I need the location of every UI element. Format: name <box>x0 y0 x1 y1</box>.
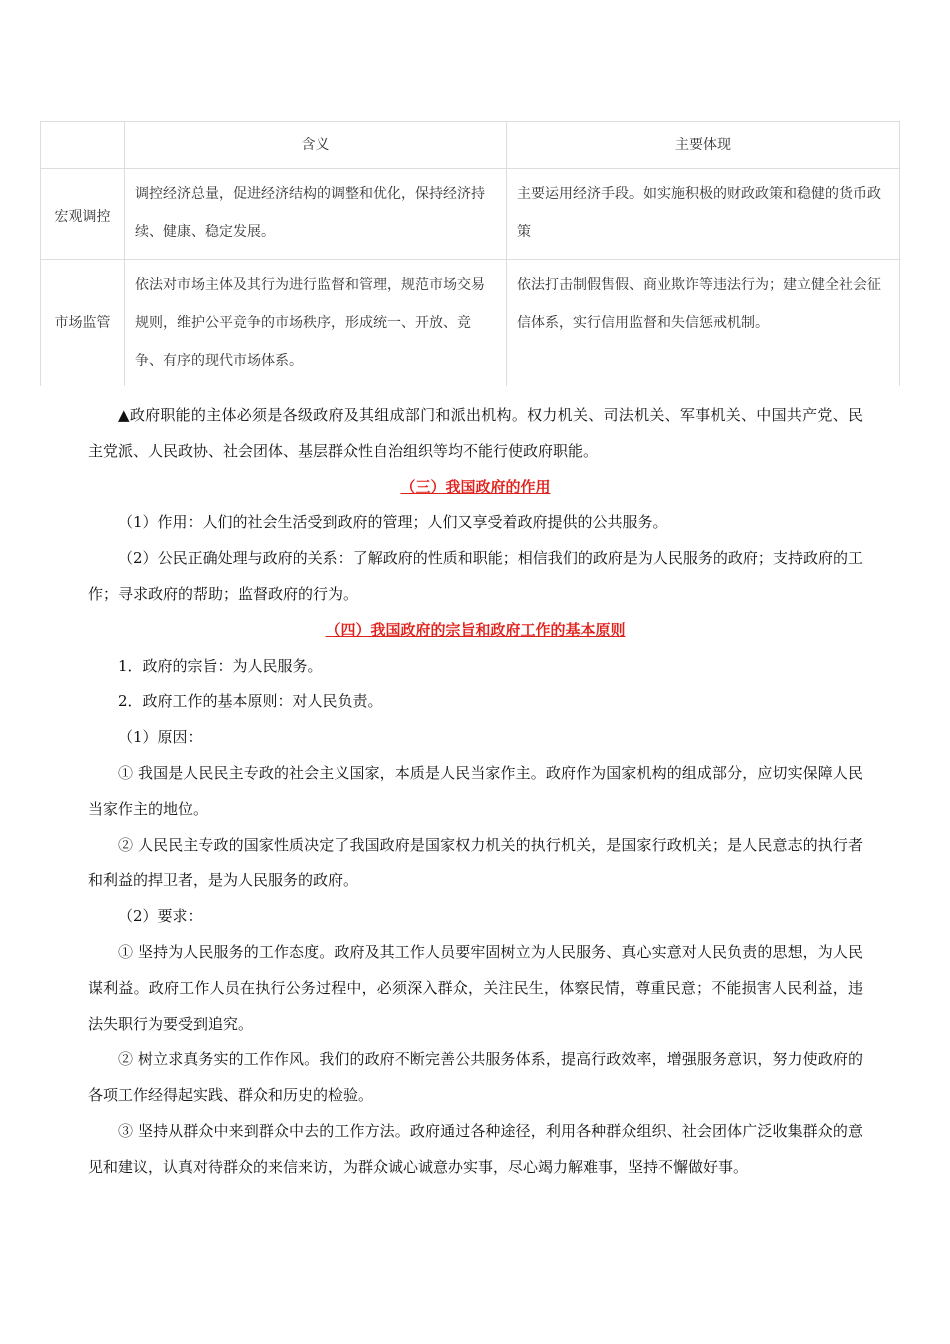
requirement-title: （2）要求： <box>118 907 203 926</box>
table-header-empty <box>41 122 125 169</box>
row-label: 宏观调控 <box>41 169 125 260</box>
paragraph-role-2: （2）公民正确处理与政府的关系：了解政府的性质和职能；相信我们的政府是为人民服务的政府；支持政府的工作；寻求政府的帮助；监督政府的行为。 <box>88 549 863 603</box>
paragraph-purpose: 1．政府的宗旨：为人民服务。 <box>118 656 323 675</box>
cell-manifestation: 依法打击制假售假、商业欺诈等违法行为；建立健全社会征信体系，实行信用监督和失信惩戒机制。 <box>507 260 900 387</box>
table-header-row <box>41 122 900 169</box>
reason-title: （1）原因： <box>118 728 203 747</box>
functions-table <box>40 121 900 386</box>
table-row <box>41 260 900 387</box>
cell-manifestation: 主要运用经济手段。如实施积极的财政政策和稳健的货币政策 <box>507 169 900 260</box>
reason-item-2: ② 人民民主专政的国家性质决定了我国政府是国家权力机关的执行机关，是国家行政机关；是人民意志的执行者和利益的捍卫者，是为人民服务的政府。 <box>88 835 863 890</box>
requirement-item-1: ① 坚持为人民服务的工作态度。政府及其工作人员要牢固树立为人民服务、真心实意对人民负责的思想，为人民谋利益。政府工作人员在执行公务过程中，必须深入群众，关注民生，体察民情，尊重民意；不能损害人民利益，违法失职行为要受到追究。 <box>88 942 863 1033</box>
cell-meaning: 调控经济总量，促进经济结构的调整和优化，保持经济持续、健康、稳定发展。 <box>125 169 507 260</box>
table-row <box>41 169 900 260</box>
cell-meaning: 依法对市场主体及其行为进行监督和管理，规范市场交易规则，维护公平竞争的市场秩序，形成统一、开放、竞争、有序的现代市场体系。 <box>125 260 507 387</box>
paragraph-role-1: （1）作用：人们的社会生活受到政府的管理；人们又享受着政府提供的公共服务。 <box>118 513 668 532</box>
table-header-meaning: 含义 <box>125 122 507 169</box>
paragraph-principle: 2．政府工作的基本原则：对人民负责。 <box>118 692 383 711</box>
section-heading-4: （四）我国政府的宗旨和政府工作的基本原则 <box>325 620 626 639</box>
table-header-manifestation: 主要体现 <box>507 122 900 169</box>
row-label: 市场监管 <box>41 260 125 387</box>
note-paragraph: ▲政府职能的主体必须是各级政府及其组成部门和派出机构。权力机关、司法机关、军事机关、中国共产党、民主党派、人民政协、社会团体、基层群众性自治组织等均不能行使政府职能。 <box>88 406 863 460</box>
section-heading-3: （三）我国政府的作用 <box>400 477 551 496</box>
requirement-item-2: ② 树立求真务实的工作作风。我们的政府不断完善公共服务体系，提高行政效率，增强服务意识，努力使政府的各项工作经得起实践、群众和历史的检验。 <box>88 1050 863 1105</box>
document-body <box>88 398 863 1186</box>
reason-item-1: ① 我国是人民民主专政的社会主义国家，本质是人民当家作主。政府作为国家机构的组成部分，应切实保障人民当家作主的地位。 <box>88 763 863 818</box>
requirement-item-3: ③ 坚持从群众中来到群众中去的工作方法。政府通过各种途径，利用各种群众组织、社会团体广泛收集群众的意见和建议，认真对待群众的来信来访，为群众诚心诚意办实事，尽心竭力解难事，坚持不懈做好事。 <box>88 1121 863 1176</box>
